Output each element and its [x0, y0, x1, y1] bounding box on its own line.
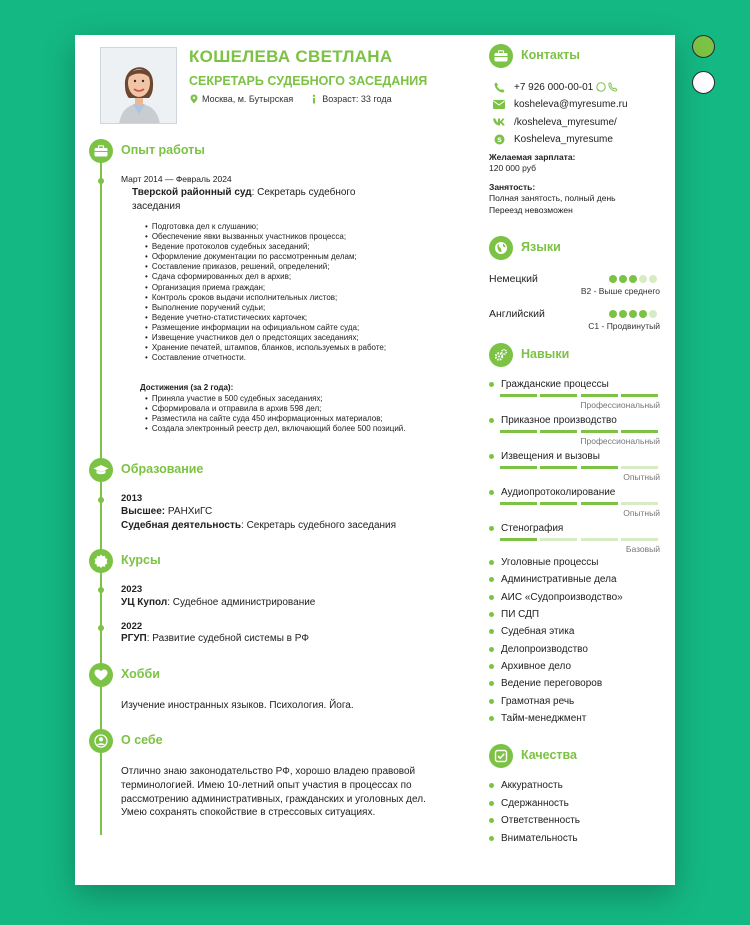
candidate-position: СЕКРЕТАРЬ СУДЕБНОГО ЗАСЕДАНИЯ [189, 74, 428, 88]
color-swatches [692, 35, 715, 107]
age-text: Возраст: 33 года [322, 94, 392, 104]
green-color-swatch[interactable] [692, 35, 715, 58]
language-level-dots [607, 310, 657, 318]
skill-level: Опытный [623, 508, 660, 518]
list-item: • Ведение протоколов судебных заседаний; [145, 242, 386, 252]
skill-bar-segment [500, 430, 537, 433]
skill-bar-segment [500, 502, 537, 505]
level-dot [609, 275, 617, 283]
salary-label: Желаемая зарплата: [489, 152, 576, 162]
candidate-name: КОШЕЛЕВА СВЕТЛАНА [189, 47, 393, 66]
level-dot [629, 275, 637, 283]
list-item: Внимательность [489, 833, 578, 844]
info-icon [309, 94, 319, 104]
specialty-value: : Секретарь судебного заседания [241, 520, 397, 531]
level-dot [619, 275, 627, 283]
skill-name: Гражданские процессы [489, 379, 609, 390]
specialty-label: Судебная деятельность [121, 520, 242, 531]
list-item: Ведение переговоров [489, 678, 602, 689]
envelope-icon [493, 98, 505, 110]
role-line-1: : Секретарь судебного [251, 187, 356, 198]
graduation-cap-icon [89, 458, 113, 482]
briefcase-icon [89, 139, 113, 163]
course-org: УЦ Купол [121, 597, 168, 608]
skill-bar-segment [621, 466, 658, 469]
list-item: Тайм-менеджмент [489, 713, 586, 724]
skill-level: Профессиональный [580, 400, 660, 410]
woman-portrait-icon [101, 48, 177, 124]
list-item: Аккуратность [489, 780, 563, 791]
experience-title: Опыт работы [121, 143, 205, 157]
skill-level: Базовый [625, 544, 660, 554]
level-dot [609, 310, 617, 318]
skill-bar-segment [500, 394, 537, 397]
list-item: Административные дела [489, 574, 617, 585]
course-name: : Развитие судебной системы в РФ [146, 633, 309, 644]
list-item: • Составление отчетности. [145, 353, 386, 363]
list-item: Делопроизводство [489, 644, 588, 655]
course-name: : Судебное администрирование [167, 597, 316, 608]
list-item: • Составление приказов, решений, определений; [145, 262, 386, 272]
phone-number[interactable]: +7 926 000-00-01 [514, 81, 594, 93]
skill-name: Извещения и вызовы [489, 451, 600, 462]
qualities-title: Качества [521, 748, 578, 762]
skype-icon [493, 133, 505, 145]
contact-phone [493, 81, 618, 93]
about-text [121, 765, 426, 820]
badge-icon [89, 549, 113, 573]
contact-vk [493, 116, 617, 128]
salary-value: 120 000 руб [489, 163, 536, 173]
about-line: Отлично знаю законодательство РФ, хорошо владею правовой [121, 766, 416, 777]
list-item: • Размещение информации на официальном сайте суда; [145, 323, 386, 333]
skill-name: Стенография [489, 523, 563, 534]
skill-bar-segment [540, 430, 577, 433]
achievements-list [145, 394, 405, 434]
skill-level-bar [500, 538, 658, 541]
hobbies-text: Изучение иностранных языков. Психология. Йога. [121, 700, 354, 711]
timeline-dot [98, 178, 104, 184]
list-item: • Приняла участие в 500 судебных заседаниях; [145, 394, 405, 404]
list-item: • Разместила на сайте суда 450 информационных материалов; [145, 414, 405, 424]
list-item: • Хранение печатей, штампов, бланков, используемых в работе; [145, 343, 386, 353]
skype-login[interactable]: Kosheleva_myresume [514, 133, 613, 145]
degree-label: Высшее: [121, 506, 166, 517]
company-name: Тверской районный суд [132, 187, 252, 198]
skill-bar-segment [581, 430, 618, 433]
location-pin-icon [189, 94, 199, 104]
skill-bar-segment [621, 538, 658, 541]
about-line: терминологией. Имею 10-летний опыт участия в процессах по [121, 779, 412, 791]
timeline-dot [98, 625, 104, 631]
gears-icon [489, 343, 513, 367]
relocation-text: Переезд невозможен [489, 205, 573, 215]
duties-list [145, 222, 386, 363]
skill-level-bar [500, 394, 658, 397]
contact-skype [493, 133, 613, 145]
skill-bar-segment [581, 502, 618, 505]
vk-icon [493, 116, 505, 128]
level-dot [649, 310, 657, 318]
globe-icon [489, 236, 513, 260]
level-dot [649, 275, 657, 283]
course-year: 2023 [121, 584, 143, 595]
degree-value: РАНХиГС [167, 506, 213, 517]
skill-level-bar [500, 502, 658, 505]
language-level: C1 - Продвинутый [588, 321, 660, 331]
checkmark-icon [489, 744, 513, 768]
list-item: • Сдача сформированных дел в архив; [145, 272, 386, 282]
skill-name: Приказное производство [489, 415, 617, 426]
skill-bar-segment [540, 394, 577, 397]
list-item: АИС «Судопроизводство» [489, 592, 623, 603]
skill-bar-segment [621, 394, 658, 397]
experience-company-role [132, 186, 355, 214]
skill-bar-segment [500, 466, 537, 469]
level-dot [639, 275, 647, 283]
phone-icon [493, 81, 505, 93]
skill-level-bar [500, 466, 658, 469]
list-item: Архивное дело [489, 661, 571, 672]
timeline-dot [98, 497, 104, 503]
level-dot [629, 310, 637, 318]
hobbies-title: Хобби [121, 667, 160, 681]
education-degree [121, 506, 212, 517]
course-year: 2022 [121, 621, 143, 632]
skill-bar-segment [540, 538, 577, 541]
skill-bar-segment [540, 466, 577, 469]
experience-period: Март 2014 — Февраль 2024 [121, 174, 232, 184]
skill-bar-segment [500, 538, 537, 541]
skill-bar-segment [621, 502, 658, 505]
contacts-badge-icon [489, 44, 513, 68]
resume-page [75, 35, 675, 885]
list-item: • Извещение участников дел о предстоящих заседаниях; [145, 333, 386, 343]
list-item: • Сформировала и отправила в архив 598 дел; [145, 404, 405, 414]
employment-label: Занятость: [489, 182, 536, 192]
list-item: Сдержанность [489, 798, 569, 809]
skill-level: Опытный [623, 472, 660, 482]
education-specialty [121, 520, 396, 531]
list-item: • Создала электронный реестр дел, включающий более 500 позиций. [145, 424, 405, 434]
contact-email [493, 98, 628, 110]
email-address[interactable]: kosheleva@myresume.ru [514, 98, 628, 110]
level-dot [639, 310, 647, 318]
skill-level-bar [500, 430, 658, 433]
vk-link[interactable]: /kosheleva_myresume/ [514, 116, 617, 128]
language-name: Английский [489, 308, 545, 320]
location-text: Москва, м. Бутырская [202, 94, 294, 104]
list-item: • Выполнение поручений судьи; [145, 303, 386, 313]
profile-photo [100, 47, 177, 124]
user-icon [89, 729, 113, 753]
skills-title: Навыки [521, 347, 570, 361]
white-color-swatch[interactable] [692, 71, 715, 94]
achievements-title: Достижения (за 2 года): [140, 383, 234, 392]
list-item: • Обеспечение явки вызванных участников процесса; [145, 232, 386, 242]
skill-bar-segment [621, 430, 658, 433]
level-dot [619, 310, 627, 318]
language-level-dots [607, 275, 657, 283]
skill-bar-segment [581, 538, 618, 541]
skill-level: Профессиональный [580, 436, 660, 446]
viber-icon [608, 82, 618, 92]
courses-title: Курсы [121, 553, 161, 567]
languages-title: Языки [521, 240, 561, 254]
about-line: рассмотрению административных, гражданских и уголовных дел. [121, 793, 426, 805]
role-line-2: заседания [132, 201, 181, 212]
skill-bar-segment [581, 394, 618, 397]
skill-bar-segment [540, 502, 577, 505]
list-item: • Организация приема граждан; [145, 283, 386, 293]
skill-bar-segment [581, 466, 618, 469]
timeline-dot [98, 587, 104, 593]
course-org: РГУП [121, 633, 147, 644]
course-item [121, 597, 315, 608]
skill-name: Аудиопротоколирование [489, 487, 615, 498]
education-title: Образование [121, 462, 204, 476]
course-item [121, 633, 309, 644]
language-name: Немецкий [489, 273, 538, 285]
whatsapp-icon [596, 82, 606, 92]
candidate-meta [189, 94, 408, 104]
list-item: • Подготовка дел к слушанию; [145, 222, 386, 232]
list-item: Судебная этика [489, 626, 574, 637]
list-item: • Контроль сроков выдачи исполнительных листов; [145, 293, 386, 303]
language-level: B2 - Выше среднего [580, 286, 660, 296]
contacts-title: Контакты [521, 48, 580, 62]
list-item: • Ведение учетно-статистических карточек; [145, 313, 386, 323]
list-item: Грамотная речь [489, 696, 574, 707]
list-item: Ответственность [489, 815, 580, 826]
about-title: О себе [121, 733, 163, 747]
list-item: Уголовные процессы [489, 557, 598, 568]
about-line: Умею сохранять спокойствие в стрессовых ситуациях. [121, 807, 376, 819]
list-item: ПИ СДП [489, 609, 539, 620]
list-item: • Оформление документации по рассмотренным делам; [145, 252, 386, 262]
heart-icon [89, 663, 113, 687]
employment-value: Полная занятость, полный день [489, 193, 616, 203]
education-year: 2013 [121, 493, 143, 504]
svg-text:s: s [496, 134, 502, 144]
